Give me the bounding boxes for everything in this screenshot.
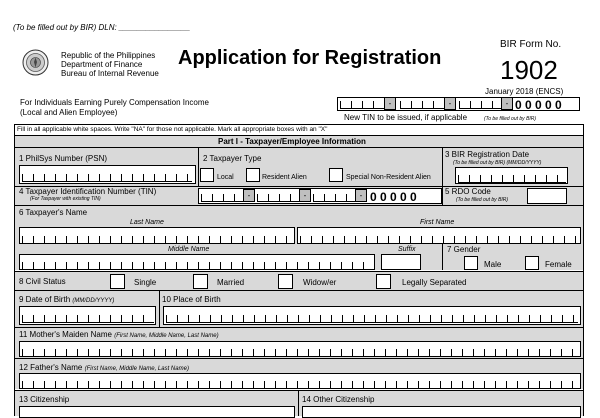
- taxpayer-type-resident-label: Resident Alien: [262, 174, 307, 181]
- middle-name-caption: Middle Name: [168, 246, 210, 253]
- bir-seal-icon: [22, 49, 49, 76]
- gender-male-label: Male: [484, 260, 502, 269]
- new-tin-seg3: [459, 101, 501, 109]
- civil-widow-checkbox[interactable]: [278, 274, 293, 289]
- father-name-combs: [22, 381, 578, 389]
- instructions: Fill in all applicable white spaces. Write "NA" for those not applicable. Mark all appropriate boxes with an "X": [17, 126, 328, 133]
- civil-single-checkbox[interactable]: [110, 274, 125, 289]
- new-tin-dash1: -: [384, 97, 396, 110]
- dln-label: (To be filled out by BIR) DLN: ________________: [13, 23, 191, 32]
- tin-dash1: -: [243, 189, 255, 202]
- gender-female-checkbox[interactable]: [525, 256, 539, 270]
- field-reg-date-sub: (To be filled out by BIR) (MM/DD/YYYY): [453, 160, 542, 166]
- father-label-text: 12 Father's Name: [19, 363, 83, 372]
- new-tin-sub: (To be filled out by BIR): [484, 116, 537, 122]
- dob-label-text: 9 Date of Birth: [19, 295, 71, 304]
- suffix-input[interactable]: [381, 254, 421, 270]
- civil-widow-label: Widow/er: [303, 278, 337, 287]
- mother-name-combs: [22, 349, 578, 357]
- field-tin-label: 4 Taxpayer Identification Number (TIN): [19, 187, 157, 196]
- first-name-caption: First Name: [420, 219, 455, 226]
- field-rdo-label: 5 RDO Code: [445, 187, 491, 196]
- civil-separated-label: Legally Separated: [402, 278, 467, 287]
- citizenship-input[interactable]: [19, 406, 295, 418]
- field-reg-date-label: 3 BIR Registration Date: [445, 150, 530, 159]
- field-gender-label: 7 Gender: [447, 245, 481, 254]
- new-tin-dash3: -: [501, 97, 513, 110]
- first-name-combs: [300, 236, 578, 244]
- agency-line1: Republic of the Philippines: [61, 51, 156, 60]
- civil-married-checkbox[interactable]: [193, 274, 208, 289]
- form-title: Application for Registration: [178, 47, 442, 69]
- new-tin-seg2: [400, 101, 444, 109]
- field-rdo-sub: (To be filled out by BIR): [456, 197, 509, 203]
- middle-name-combs: [22, 262, 372, 270]
- subtitle-line1: For Individuals Earning Purely Compensation Income: [20, 98, 209, 107]
- pob-combs: [166, 315, 578, 323]
- reg-date-combs: [458, 175, 566, 183]
- subtitle-line2: (Local and Alien Employee): [20, 108, 118, 117]
- tin-dash2: -: [299, 189, 311, 202]
- tin-seg2: [257, 194, 299, 202]
- new-tin-note: New TIN to be issued, if applicable: [344, 113, 468, 122]
- tin-zeros: 0 0 0 0 0: [370, 190, 417, 204]
- field-dob-label: [19, 296, 114, 304]
- father-sub: (First Name, Middle Name, Last Name): [84, 366, 189, 372]
- field-taxpayer-type-label: 2 Taxpayer Type: [203, 154, 262, 163]
- taxpayer-type-local-checkbox[interactable]: [200, 168, 214, 182]
- dob-format: (MM/DD/YYYY): [72, 298, 115, 304]
- civil-separated-checkbox[interactable]: [376, 274, 391, 289]
- tin-seg3: [313, 194, 355, 202]
- field-name-label: 6 Taxpayer's Name: [19, 208, 88, 217]
- field-civil-status-label: 8 Civil Status: [19, 277, 66, 286]
- field-philsys-label: 1 PhilSys Number (PSN): [19, 154, 108, 163]
- form-no-label: BIR Form No.: [500, 39, 562, 50]
- civil-married-label: Married: [217, 278, 245, 287]
- agency-line2: Department of Finance: [61, 60, 143, 69]
- field-mother-label: [19, 331, 219, 339]
- gender-male-checkbox[interactable]: [464, 256, 478, 270]
- mother-sub: (First Name, Middle Name, Last Name): [114, 333, 219, 339]
- tin-seg1: [201, 194, 243, 202]
- civil-single-label: Single: [134, 278, 157, 287]
- field-citizenship-label: 13 Citizenship: [19, 395, 70, 404]
- gender-female-label: Female: [545, 260, 572, 269]
- other-citizenship-input[interactable]: [302, 406, 581, 418]
- agency-line3: Bureau of Internal Revenue: [61, 69, 159, 78]
- field-other-citizenship-label: 14 Other Citizenship: [302, 395, 375, 404]
- tin-dash3: -: [355, 189, 367, 202]
- taxpayer-type-local-label: Local: [217, 174, 234, 181]
- philsys-combs: [22, 174, 192, 182]
- dob-combs: [22, 315, 154, 323]
- mother-label-text: 11 Mother's Maiden Name: [19, 330, 112, 339]
- taxpayer-type-resident-checkbox[interactable]: [246, 168, 260, 182]
- form-number: 1902: [500, 55, 558, 85]
- last-name-caption: Last Name: [130, 219, 164, 226]
- form-version: January 2018 (ENCS): [485, 87, 564, 96]
- last-name-combs: [22, 236, 292, 244]
- part1-title: Part I - Taxpayer/Employee Information: [218, 137, 366, 146]
- suffix-caption: Suffix: [398, 246, 416, 253]
- new-tin-zeros: 0 0 0 0 0: [515, 98, 562, 112]
- field-tin-sub: (For Taxpayer with existing TIN): [30, 196, 101, 202]
- new-tin-dash2: -: [444, 97, 456, 110]
- new-tin-seg1: [340, 101, 384, 109]
- rdo-input[interactable]: [527, 188, 567, 204]
- field-pob-label: 10 Place of Birth: [162, 295, 221, 304]
- taxpayer-type-special-checkbox[interactable]: [329, 168, 343, 182]
- field-father-label: [19, 364, 189, 372]
- taxpayer-type-special-label: Special Non-Resident Alien: [346, 174, 431, 181]
